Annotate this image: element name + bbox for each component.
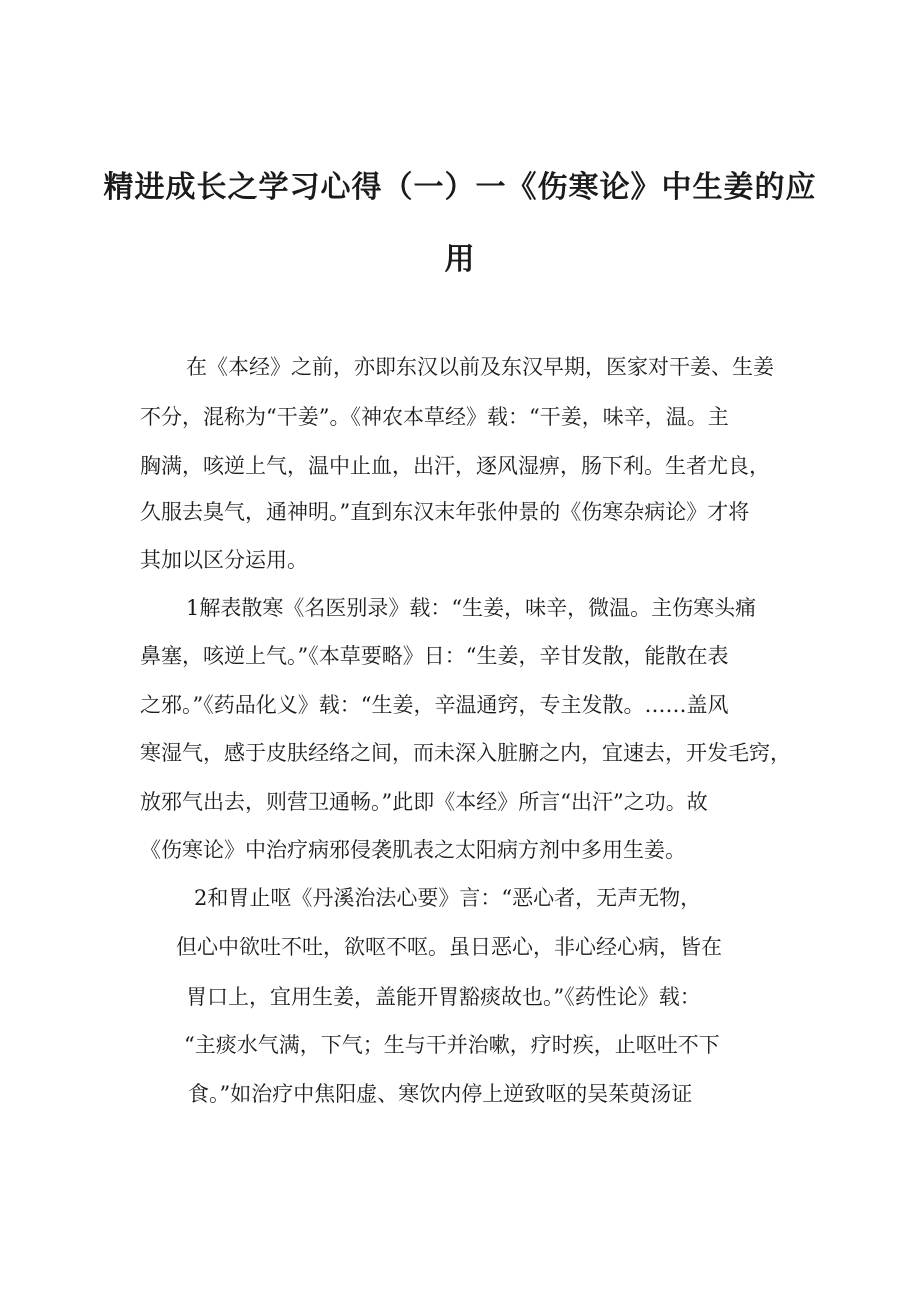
paragraph-3-line-3: 胃口上，宜用生姜，盖能开胃豁痰故也。”《药性论》载：: [186, 985, 701, 1009]
paragraph-2-line-1: 1解表散寒《名医别录》载：“生姜，味辛，微温。主伤寒头痛: [186, 596, 757, 620]
paragraph-3-line-1: 2和胃止呕《丹溪治法心要》言：“恶心者，无声无物，: [194, 886, 702, 910]
paragraph-3-line-2: 但心中欲吐不吐，欲呕不呕。虽日恶心，非心经心病，皆在: [176, 935, 722, 959]
paragraph-2-line-4: 寒湿气，感于皮肤经络之间，而未深入脏腑之内，宜速去，开发毛窍，: [140, 741, 791, 765]
document-title-line-1: 精进成长之学习心得（一）一《伤寒论》中生姜的应: [103, 170, 817, 205]
paragraph-2-line-6: 《伤寒论》中治疗病邪侵袭肌表之太阳病方剂中多用生姜。: [140, 838, 686, 862]
paragraph-1-line-1: 在《本经》之前，亦即东汉以前及东汉早期，医家对干姜、生姜: [186, 355, 774, 379]
paragraph-3-line-4: “主痰水气满，下气；生与干并治嗽，疗时疾，止呕吐不下: [184, 1033, 720, 1057]
paragraph-1-line-4: 久服去臭气，通神明。”直到东汉末年张仲景的《伤寒杂病论》才将: [140, 500, 750, 524]
paragraph-1-line-2: 不分，混称为“干姜”。《神农本草经》载：“干姜，味辛，温。主: [140, 405, 729, 429]
paragraph-2-line-3: 之邪。”《药品化义》载：“生姜，辛温通窍，专主发散。……盖风: [140, 693, 729, 717]
paragraph-2-line-2: 鼻塞，咳逆上气。”《本草要略》日：“生姜，辛甘发散，能散在表: [140, 644, 729, 668]
paragraph-3-line-5: 食。”如治疗中焦阳虚、寒饮内停上逆致呕的吴茱萸汤证: [188, 1082, 693, 1106]
paragraph-2-line-5: 放邪气出去，则营卫通畅。”此即《本经》所言“出汗”之功。故: [140, 790, 708, 814]
document-title-line-2: 用: [444, 242, 476, 277]
paragraph-1-line-5: 其加以区分运用。: [140, 548, 308, 572]
paragraph-1-line-3: 胸满，咳逆上气，温中止血，出汗，逐风湿痹，肠下利。生者尤良，: [140, 454, 770, 478]
